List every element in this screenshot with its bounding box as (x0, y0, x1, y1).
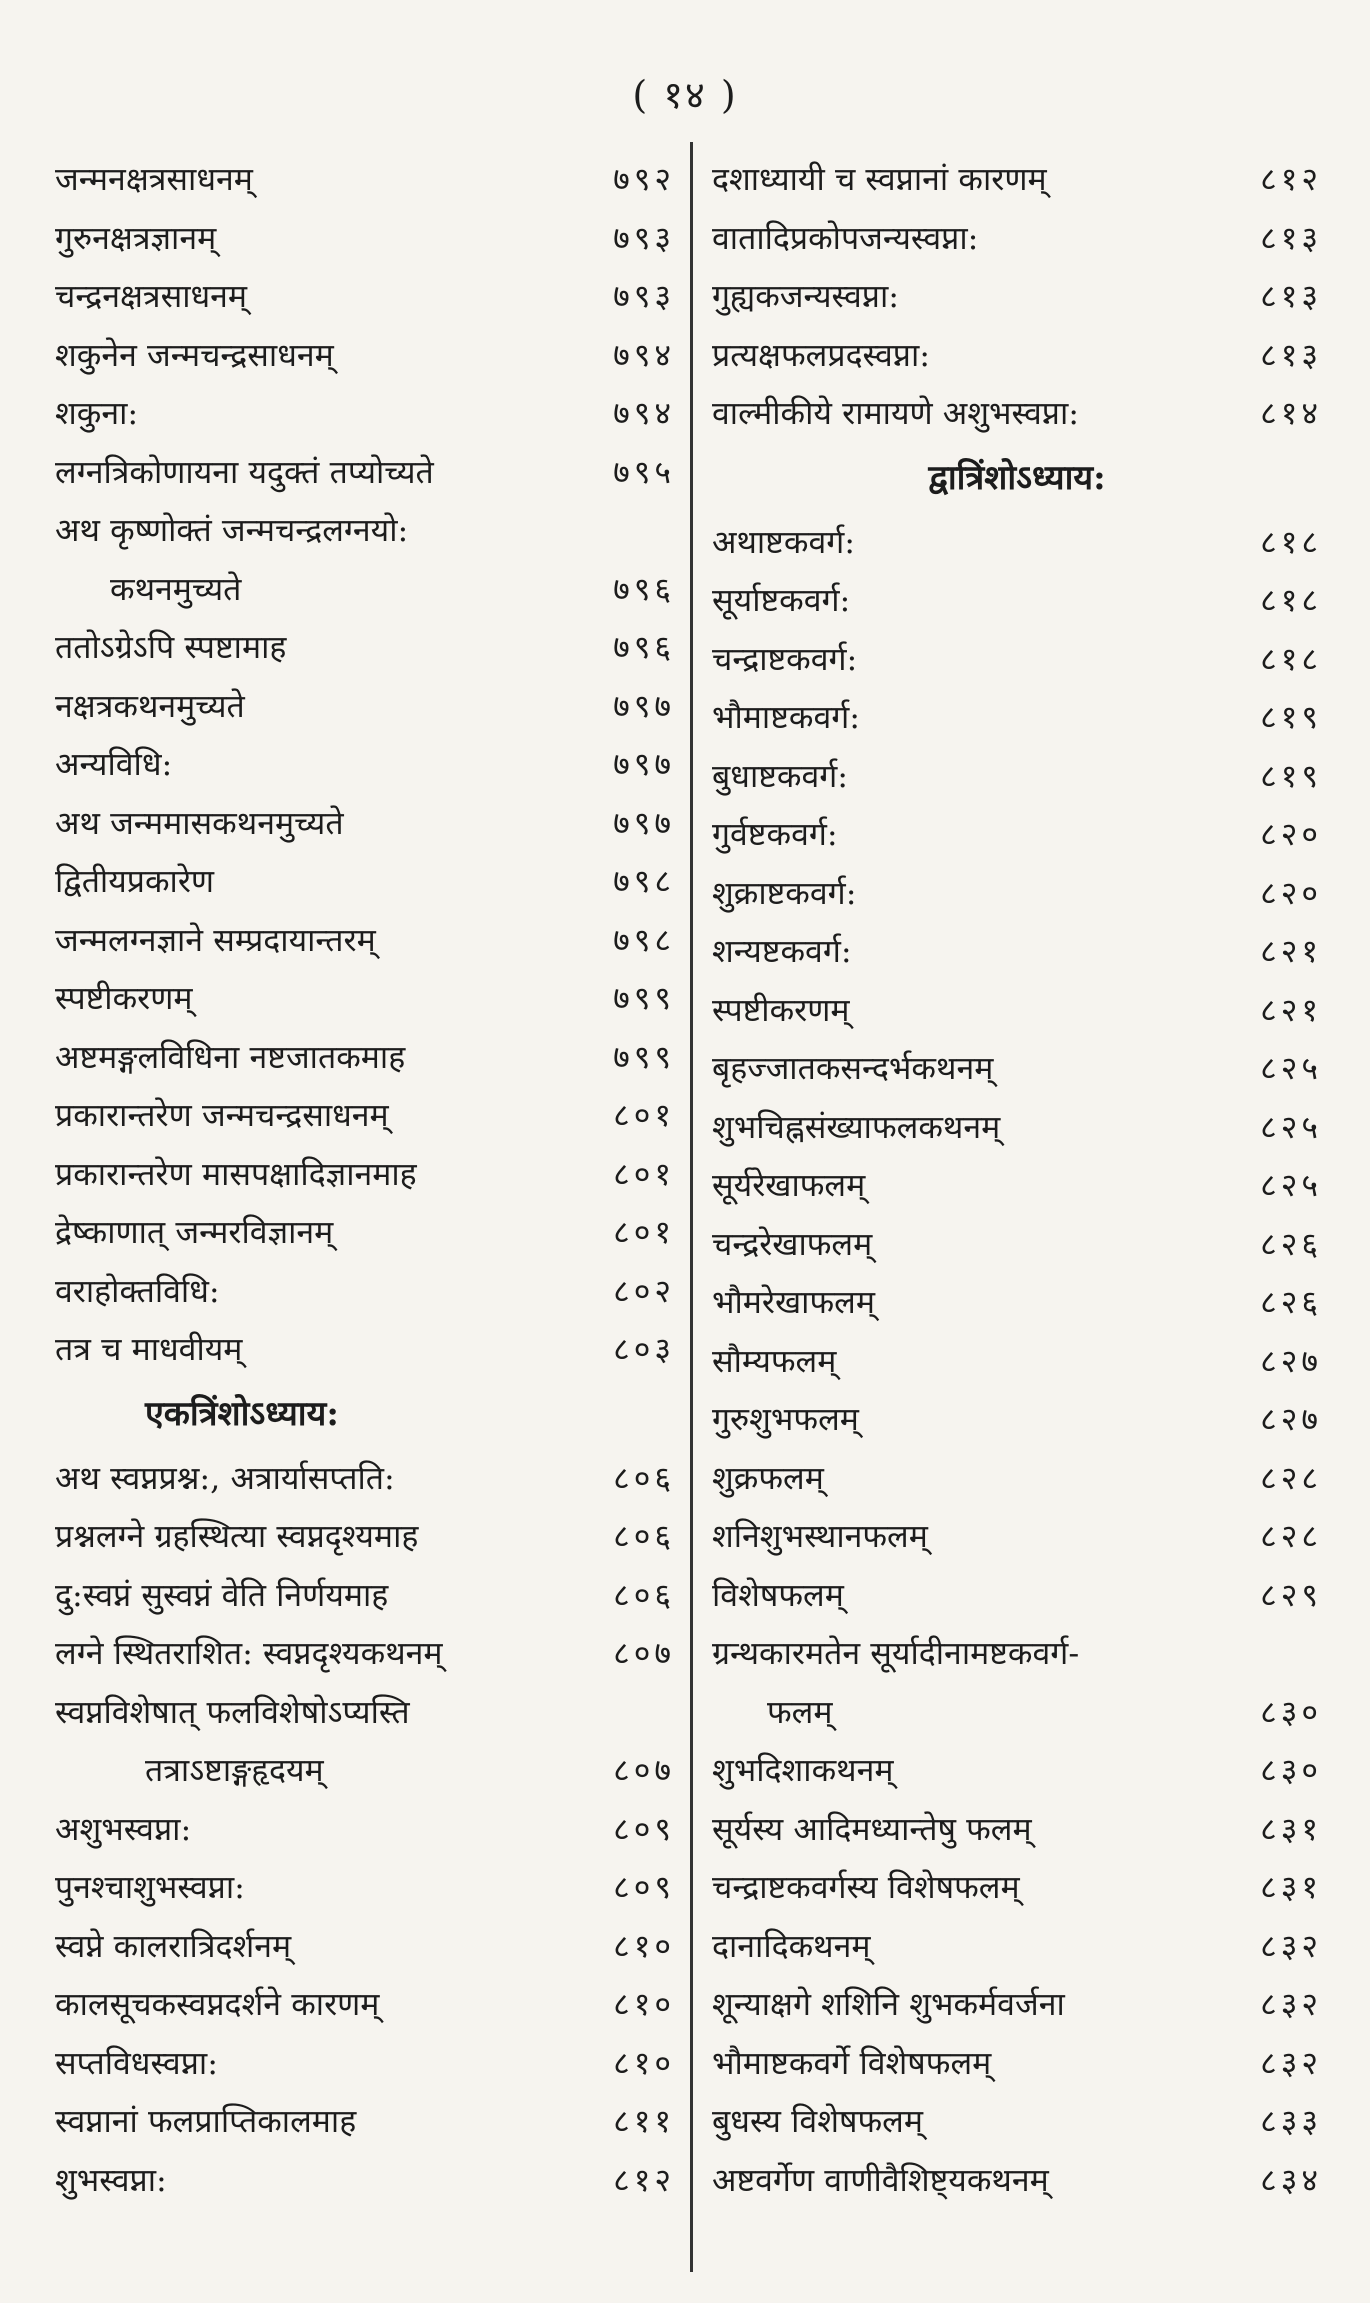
entry-title: बुधस्य विशेषफलम् (712, 2102, 923, 2140)
entry-title: शून्याक्षगे शशिनि शुभकर्मवर्जना (712, 1985, 1065, 2023)
toc-entry (55, 2092, 675, 2151)
entry-page-number: ७९२ (613, 160, 675, 198)
entry-page-number: ८१९ (1260, 698, 1322, 736)
entry-title: प्रकारान्तरेण मासपक्षादिज्ञानमाह (55, 1154, 417, 1193)
entry-page-number: ७९९ (613, 979, 675, 1017)
toc-entry (712, 864, 1322, 923)
entry-title: दु:स्वप्नं सुस्वप्नं वेति निर्णयमाह (55, 1575, 389, 1614)
entry-page-number: ८०६ (613, 1575, 675, 1614)
entry-title: ग्रन्थकारमतेन सूर्यादीनामष्टकवर्ग- (712, 1634, 1080, 1672)
toc-entry (55, 794, 675, 853)
entry-title: भौमाष्टकवर्ग: (712, 698, 861, 736)
entry-title: जन्मलग्नज्ञाने सम्प्रदायान्तरम् (55, 920, 376, 959)
right-column (712, 150, 1322, 2209)
entry-title: शुभस्वप्ना: (55, 2160, 167, 2199)
toc-entry (712, 326, 1322, 385)
entry-page-number: ८३० (1260, 1692, 1322, 1731)
entry-page-number: ७९७ (613, 745, 675, 783)
toc-entry (55, 618, 675, 677)
entry-title: गुरुनक्षत्रज्ञानम् (55, 218, 217, 257)
toc-entry (55, 209, 675, 268)
toc-entry (55, 150, 675, 209)
entry-title: सूर्यरेखाफलम् (712, 1166, 866, 1204)
entry-page-number: ८२१ (1260, 932, 1322, 970)
entry-page-number: ८३४ (1260, 2160, 1322, 2199)
entry-page-number: ८१० (613, 1926, 675, 1965)
toc-entry (712, 805, 1322, 864)
entry-title: फलम् (767, 1692, 833, 1731)
entry-title: शुक्राष्टकवर्ग: (712, 873, 857, 912)
entry-page-number: ८३१ (1260, 1868, 1322, 1906)
entry-page-number: ८२७ (1260, 1400, 1322, 1438)
entry-page-number: ८१० (613, 2043, 675, 2082)
toc-entry (55, 1975, 675, 2034)
entry-title: अन्यविधि: (55, 745, 173, 783)
page-number: ( १४ ) (632, 73, 738, 117)
toc-entry (712, 981, 1322, 1040)
entry-page-number: ७९३ (613, 277, 675, 315)
entry-page-number: ७९७ (613, 686, 675, 725)
entry-title: लग्नत्रिकोणायना यदुक्तं तप्योच्यते (55, 452, 434, 491)
entry-page-number: ८२७ (1260, 1341, 1322, 1380)
entry-title: शुभचिह्नसंख्याफलकथनम् (712, 1107, 1001, 1146)
entry-title: बृहज्जातकसन्दर्भकथनम् (712, 1049, 994, 1087)
entry-title: अशुभस्वप्ना: (55, 1809, 192, 1848)
left-column (55, 150, 675, 2209)
entry-page-number: ८११ (613, 2102, 675, 2140)
entry-page-number: ८२८ (1260, 1458, 1322, 1497)
toc-entry (712, 1566, 1322, 1625)
toc-entry (55, 677, 675, 736)
entry-page-number: ८२१ (1260, 990, 1322, 1029)
toc-entry (55, 1741, 675, 1800)
entry-title: शकुना: (55, 394, 139, 432)
toc-entry (55, 1624, 675, 1683)
entry-title: वातादिप्रकोपजन्यस्वप्ना: (712, 218, 979, 257)
column-divider (690, 142, 693, 2272)
entry-page-number: ७९९ (613, 1037, 675, 1076)
toc-entry (712, 630, 1322, 689)
entry-page-number: ८३२ (1260, 1926, 1322, 1965)
toc-entry (55, 1203, 675, 1262)
toc-entry (712, 1098, 1322, 1157)
entry-title: अथ स्वप्नप्रश्न:, अत्रार्यासप्तति: (55, 1458, 395, 1497)
toc-entry (55, 1262, 675, 1321)
entry-title: स्पष्टीकरणम् (55, 979, 193, 1017)
entry-title: चन्द्राष्टकवर्गस्य विशेषफलम् (712, 1868, 1020, 1906)
toc-entry (55, 1507, 675, 1566)
entry-title: बुधाष्टकवर्ग: (712, 756, 849, 795)
entry-title: द्रेष्काणात् जन्मरविज्ञानम् (55, 1213, 334, 1251)
toc-entry (712, 1449, 1322, 1508)
toc-entry (55, 1858, 675, 1917)
entry-page-number: ८१८ (1260, 639, 1322, 678)
entry-page-number: ७९५ (613, 452, 675, 491)
toc-entry (55, 2034, 675, 2093)
toc-entry (55, 735, 675, 794)
entry-page-number: ८२८ (1260, 1517, 1322, 1555)
toc-entry (712, 1332, 1322, 1391)
entry-page-number: ८२० (1260, 815, 1322, 853)
entry-title: शकुनेन जन्मचन्द्रसाधनम् (55, 335, 334, 374)
entry-title: शन्यष्टकवर्ग: (712, 932, 852, 970)
entry-page-number: ७९४ (613, 335, 675, 374)
entry-title: गुरुशुभफलम् (712, 1400, 859, 1438)
entry-page-number: ८१० (613, 1985, 675, 2023)
toc-entry (712, 1039, 1322, 1098)
entry-page-number: ७९८ (613, 920, 675, 959)
entry-title: सूर्याष्टकवर्ग: (712, 581, 851, 619)
entry-page-number: ८०१ (613, 1213, 675, 1251)
toc-entry (55, 384, 675, 443)
entry-page-number: ८१८ (1260, 522, 1322, 561)
entry-title: लग्ने स्थितराशित: स्वप्नदृश्यकथनम् (55, 1634, 443, 1672)
toc-entry (55, 267, 675, 326)
entry-page-number: ८३० (1260, 1751, 1322, 1789)
entry-page-number: ८०२ (613, 1271, 675, 1310)
entry-title: गुह्यकजन्यस्वप्ना: (712, 277, 900, 315)
chapter-heading: एकत्रिंशोऽध्याय: (145, 1393, 339, 1434)
toc-entry (712, 384, 1322, 443)
toc-entry (55, 1800, 675, 1859)
entry-title: शनिशुभस्थानफलम् (712, 1517, 928, 1555)
entry-page-number: ८०३ (613, 1330, 675, 1368)
toc-entry (712, 2034, 1322, 2093)
entry-page-number: ८१४ (1260, 394, 1322, 432)
chapter-heading: द्वात्रिंशोऽध्याय: (928, 457, 1106, 498)
entry-page-number: ८०६ (613, 1458, 675, 1497)
toc-entry (55, 852, 675, 911)
toc-entry (712, 1215, 1322, 1274)
toc-entry (712, 747, 1322, 806)
toc-entry (712, 922, 1322, 981)
entry-title: वराहोक्तविधि: (55, 1271, 220, 1310)
entry-title: सूर्यस्य आदिमध्यान्तेषु फलम् (712, 1809, 1032, 1848)
toc-entry (55, 1028, 675, 1087)
toc-entry (712, 1390, 1322, 1449)
entry-page-number: ८१९ (1260, 756, 1322, 795)
toc-entry (55, 1566, 675, 1625)
toc-entry (55, 326, 675, 385)
entry-page-number: ८१३ (1260, 335, 1322, 374)
entry-page-number: ८२६ (1260, 1283, 1322, 1321)
entry-title: कालसूचकस्वप्नदर्शने कारणम् (55, 1985, 380, 2023)
entry-page-number: ७९७ (613, 803, 675, 842)
entry-title: वाल्मीकीये रामायणे अशुभस्वप्ना: (712, 394, 1080, 432)
entry-page-number: ८२९ (1260, 1575, 1322, 1614)
entry-title: तत्राऽष्टाङ्गहृदयम् (145, 1751, 324, 1789)
toc-entry (712, 150, 1322, 209)
entry-page-number: ८०७ (613, 1634, 675, 1672)
toc-entry (712, 2151, 1322, 2210)
entry-title: कथनमुच्यते (110, 569, 242, 608)
entry-title: स्वप्नविशेषात् फलविशेषोऽप्यस्ति (55, 1692, 410, 1731)
entry-page-number: ८१३ (1260, 277, 1322, 315)
toc-entry (712, 1624, 1322, 1683)
toc-entry (712, 1917, 1322, 1976)
toc-entry (55, 1145, 675, 1204)
entry-page-number: ८०१ (613, 1096, 675, 1134)
entry-title: अथाष्टकवर्ग: (712, 522, 856, 561)
toc-entry (55, 969, 675, 1028)
entry-title: चन्द्रनक्षत्रसाधनम् (55, 277, 248, 315)
entry-title: अथ जन्ममासकथनमुच्यते (55, 803, 344, 842)
entry-title: स्पष्टीकरणम् (712, 990, 850, 1029)
entry-title: सप्तविधस्वप्ना: (55, 2043, 219, 2082)
toc-entry (55, 501, 675, 560)
entry-title: जन्मनक्षत्रसाधनम् (55, 160, 253, 198)
entry-title: सौम्यफलम् (712, 1341, 837, 1380)
entry-title: द्वितीयप्रकारेण (55, 862, 215, 900)
toc-entry (55, 1917, 675, 1976)
toc-entry (712, 1273, 1322, 1332)
entry-page-number: ८०६ (613, 1517, 675, 1555)
toc-entry (712, 688, 1322, 747)
entry-title: अष्टवर्गेण वाणीवैशिष्ट्यकथनम् (712, 2160, 1049, 2199)
entry-page-number: ७९६ (613, 628, 675, 666)
entry-title: स्वप्नानां फलप्राप्तिकालमाह (55, 2102, 357, 2140)
entry-title: स्वप्ने कालरात्रिदर्शनम् (55, 1926, 292, 1965)
toc-entry (712, 1507, 1322, 1566)
entry-page-number: ८३१ (1260, 1809, 1322, 1848)
entry-title: ततोऽग्रेऽपि स्पष्टामाह (55, 628, 287, 666)
toc-entry (712, 267, 1322, 326)
entry-page-number: ७९६ (613, 569, 675, 608)
entry-page-number: ८०७ (613, 1751, 675, 1789)
toc-entry (55, 1320, 675, 1379)
entry-page-number: ७९३ (613, 218, 675, 257)
entry-page-number: ८२५ (1260, 1049, 1322, 1087)
entry-title: शुभदिशाकथनम् (712, 1751, 894, 1789)
entry-page-number: ८०१ (613, 1154, 675, 1193)
entry-page-number: ८२५ (1260, 1107, 1322, 1146)
entry-title: तत्र च माधवीयम् (55, 1330, 243, 1368)
toc-entry (712, 1156, 1322, 1215)
toc-entry (55, 911, 675, 970)
entry-page-number: ८१८ (1260, 581, 1322, 619)
toc-entry (712, 1858, 1322, 1917)
toc-entry (55, 2151, 675, 2210)
entry-title: नक्षत्रकथनमुच्यते (55, 686, 245, 725)
entry-title: भौमरेखाफलम् (712, 1283, 875, 1321)
toc-entry (712, 1975, 1322, 2034)
entry-title: दशाध्यायी च स्वप्नानां कारणम् (712, 160, 1047, 198)
entry-page-number: ७९४ (613, 394, 675, 432)
toc-entry (55, 560, 675, 619)
toc-entry (712, 209, 1322, 268)
entry-title: अथ कृष्णोक्तं जन्मचन्द्रलग्नयो: (55, 511, 409, 549)
entry-page-number: ८०९ (613, 1868, 675, 1906)
entry-title: शुक्रफलम् (712, 1458, 824, 1497)
entry-title: प्रश्नलग्ने ग्रहस्थित्या स्वप्नदृश्यमाह (55, 1517, 419, 1555)
entry-page-number: ८०९ (613, 1809, 675, 1848)
entry-title: दानादिकथनम् (712, 1926, 871, 1965)
entry-title: चन्द्राष्टकवर्ग: (712, 639, 858, 678)
entry-page-number: ८१२ (1260, 160, 1322, 198)
entry-title: गुर्वष्टकवर्ग: (712, 815, 838, 853)
toc-entry (712, 513, 1322, 572)
entry-title: पुनश्चाशुभस्वप्ना: (55, 1868, 245, 1906)
toc-entry (55, 1449, 675, 1508)
entry-page-number: ८३३ (1260, 2102, 1322, 2140)
entry-page-number: ८३२ (1260, 2043, 1322, 2082)
entry-title: भौमाष्टकवर्गे विशेषफलम् (712, 2043, 992, 2082)
entry-title: विशेषफलम् (712, 1575, 844, 1614)
entry-title: चन्द्ररेखाफलम् (712, 1224, 873, 1263)
toc-entry (712, 1741, 1322, 1800)
entry-page-number: ७९८ (613, 862, 675, 900)
entry-page-number: ८१३ (1260, 218, 1322, 257)
entry-title: अष्टमङ्गलविधिना नष्टजातकमाह (55, 1037, 406, 1076)
toc-entry (55, 1086, 675, 1145)
entry-page-number: ८१२ (613, 2160, 675, 2199)
toc-entry (712, 2092, 1322, 2151)
entry-page-number: ८२५ (1260, 1166, 1322, 1204)
toc-entry (55, 1683, 675, 1742)
entry-title: प्रकारान्तरेण जन्मचन्द्रसाधनम् (55, 1096, 389, 1134)
toc-entry (712, 1683, 1322, 1742)
entry-page-number: ८२६ (1260, 1224, 1322, 1263)
toc-entry (55, 443, 675, 502)
toc-entry (712, 571, 1322, 630)
entry-page-number: ८२० (1260, 873, 1322, 912)
entry-page-number: ८३२ (1260, 1985, 1322, 2023)
toc-entry (712, 1800, 1322, 1859)
entry-title: प्रत्यक्षफलप्रदस्वप्ना: (712, 335, 931, 374)
